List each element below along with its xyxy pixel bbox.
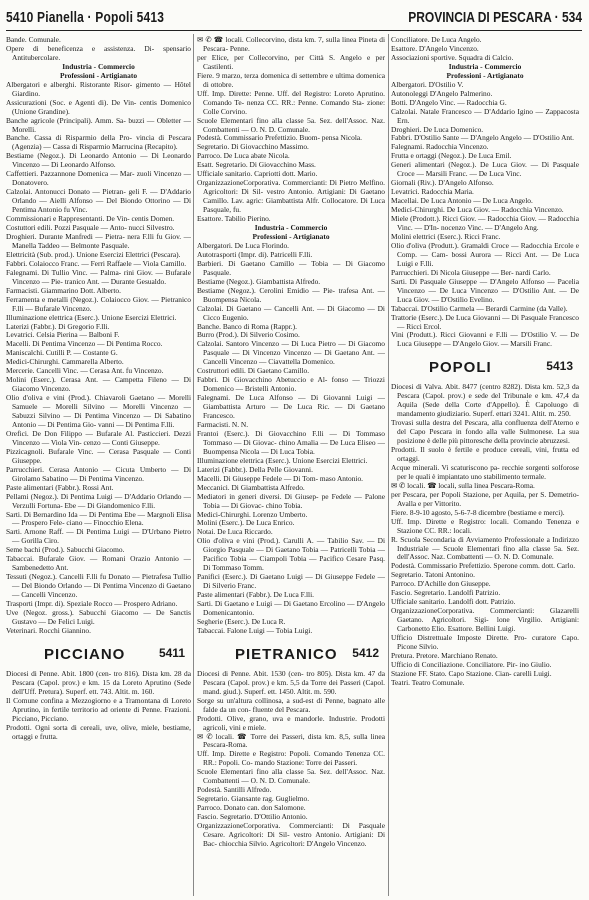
directory-entry: ✉ ✆ locali. ☎ Torre dei Passeri, dista km. 8,5, sulla linea Pescara-Roma.: [197, 731, 385, 750]
directory-entry: Opere di beneficenza e assistenza. Di- spensario Antitubercolare.: [6, 43, 191, 62]
directory-entry: Teatri. Teatro Comunale.: [391, 677, 465, 687]
directory-entry: Sarti. Arnone Raff. — Di Pentima Luigi — D'Urbano Pietro — Gorilla Ciro.: [6, 527, 191, 546]
directory-entry: Macelli. Di Giuseppe Fedele — Di Tom- maso Antonio.: [197, 473, 364, 483]
directory-entry: Bande. Comunale.: [6, 36, 61, 44]
directory-entry: Laterizi (Fabbr.). Della Pelle Giovanni.: [197, 464, 313, 474]
town-name: POPOLI: [429, 359, 492, 377]
directory-entry: Macellai. De Luca Antonio — De Luca Angelo.: [391, 196, 533, 206]
directory-entry: Frantoi (Eserc.). Di Giovacchino F.lli — Di Tommaso Tommaso — Di Giovac- chino Amalia — De Luca Eliseo — Buompensa Nicola — Di Luca Tobia.: [197, 428, 385, 456]
directory-entry: Tessuti (Negoz.). Cancelli F.lli fu Donato — Pietrafesa Tullio — Del Biondo Orlando — Di Pentima Vincenzo di Gaetano — Cancelli Vincenzo.: [6, 572, 191, 600]
header-right: PROVINCIA DI PESCARA · 534: [408, 8, 582, 26]
town-number: 5411: [158, 645, 185, 660]
directory-entry: Scuole Elementari fino alla classe 5a. Sez. dell'Assoc. Naz. Combattenti — O. N. D. Comunale.: [197, 767, 385, 786]
directory-entry: Tabaccai. D'Ostilio Carmela — Berardi Carmine (da Valle).: [391, 303, 568, 313]
directory-entry: Levatrici. Celsia Pierina — Balboni F.: [6, 330, 120, 340]
directory-entry: Costuttori edili. Pozzi Pasquale — Anto- nucci Silvestro.: [6, 223, 175, 233]
directory-entry: Diocesi di Penne. Abit. 1530 (cen- tro 805). Dista km. 47 da Pescara (Capol. prov.) e km. 5,5 da Torre dei Passeri (Capol. mand. giud.). Superf. ett. 1450. Altit. m. 590.: [197, 668, 385, 696]
section-heading: Industria - Commercio: [448, 61, 522, 71]
section-heading: Industria - Commercio: [62, 61, 135, 71]
directory-entry: Ufficio di Conciliazione. Conciliatore. Pir- ino Giulio.: [391, 659, 552, 669]
directory-entry: Trasporti (Impr. di). Speziale Rocco — Prospero Adriano.: [6, 599, 178, 609]
directory-entry: Segherie (Eserc.). De Luca R.: [197, 616, 286, 626]
directory-entry: Mercerie. Cancelli Vinc. — Cerasa Ant. fu Vincenzo.: [6, 366, 164, 376]
directory-entry: Calzolai. Natale Francesco — D'Addario Igino — Zappacosta Ern.: [391, 106, 579, 125]
directory-entry: Meccanici. Di Giambattista Alfredo.: [197, 482, 305, 492]
directory-entry: Sarti. Di Pasquale Giuseppe — D'Angelo Alfonso — Pacelia Vincenzo — De Luca Vincenzo — D'Ostilio Ant. — De Luca Giov. — D'Ostilio Evelino.: [391, 276, 579, 304]
directory-entry: Medici-Chirurghi. Lorenzo Umberto.: [197, 509, 308, 519]
directory-entry: Assicurazioni (Soc. e Agenti di). De Vin- centis Domenico (Unione Grandine).: [6, 97, 191, 116]
directory-entry: Autonoleggi D'Angelo Palmerino.: [391, 88, 493, 98]
directory-entry: Pellami (Negoz.). Di Pentima Luigi — D'Addario Orlando — Verzulli Fortuna- Ebe — Di Giandomenico F.lli.: [6, 491, 191, 510]
directory-entry: Bestiame (Negoz.). Giambattista Alfredo.: [197, 276, 321, 286]
directory-entry: Stazione FF. Stato. Capo Stazione. Cian- carelli Luigi.: [391, 668, 552, 678]
directory-entry: Olio d'oliva e vini (Prod.). Chiavaroli Gaetano — Morelli Samuele — Morelli Silvino — Morelli Vincenzo — Sabuzzi Silvino — Di Pentima Vincenzo — Di Sabatino Antonio — Di Pentima Gio- vanni — Di Pentima F.lli.: [6, 393, 191, 429]
directory-entry: Laterizi (Fabbr.). Di Gregorio F.lli.: [6, 321, 110, 331]
town-heading: [6, 640, 191, 670]
directory-entry: Parroco. De Luca abate Nicola.: [197, 151, 290, 161]
directory-entry: Fabbri. Di Giovacchino Abetuccio e Al- fonso — Triozzi Domenico — Bristelli Antonio.: [197, 375, 385, 394]
directory-entry: Tabaccai. Falone Luigi — Tobia Luigi.: [197, 625, 313, 635]
directory-entry: Droghieri. Durante Manfredi — Pietra- nera F.lli fu Giov. — Manella Taddeo — Belmonte Pasquale.: [6, 231, 191, 250]
directory-entry: Vini (Produtt.). Ricci Giovanni e F.lli — D'Ostilio V. — De Luca Giuseppe — D'Angelo Giov. — Marsili Franc.: [391, 330, 579, 349]
directory-entry: Parrucchieri. Di Nicola Giuseppe — Ber- nardi Carlo.: [391, 267, 551, 277]
directory-entry: Panifici (Eserc.). Di Gaetano Luigi — Di Giuseppe Fedele — Di Silverio Franc.: [197, 572, 385, 591]
directory-entry: per Pescara, per Popoli Stazione, per Aquila, per S. Demetrio-Avalla e per Vittorito.: [391, 489, 579, 508]
directory-entry: per Elice, per Collecorvino, per Città S. Angelo e per Castilenti.: [197, 52, 385, 71]
directory-entry: Falegnami. Radocchia Vincenzo.: [391, 142, 489, 152]
directory-entry: Seme bachi (Prod.). Sabucchi Giacomo.: [6, 545, 125, 555]
directory-entry: Ufficiale sanitario. Landolfi dott. Patrizio.: [391, 597, 516, 607]
directory-entry: Ufficiale sanitario. Capriotti dott. Mario.: [197, 169, 318, 179]
directory-entry: Medici-Chirurghi. Cammarella Alberto.: [6, 357, 124, 367]
directory-entry: Esattore. D'Angelo Vincenzo.: [391, 43, 479, 53]
directory-entry: Barbieri. Di Gaetano Camillo — Tobia — Di Giacomo Pasquale.: [197, 258, 385, 277]
directory-entry: Diocesi di Valva. Abit. 8477 (centro 8282). Dista km. 52,3 da Pescara (Capol. prov.) e sede del Tribunale e km. 47,4 da Aquila (Sede della Corte d'Appello). È Capoluogo di mandamento giudiziario. Superf. ettari 3241. Altit. m. 250.: [391, 382, 579, 419]
directory-entry: Caffettieri. Pazzannone Domenica — Mar- zuoli Vincenzo — Donatovero.: [6, 169, 191, 188]
section-heading: Professioni - Artigianato: [446, 70, 524, 80]
directory-entry: Podestà. Commissario Prefettizio. Sperone comm. dott. Carlo.: [391, 561, 576, 571]
directory-entry: Ferramenta e metalli (Negoz.). Colaiocco Giov. — Pietranico F.lli — Bufarale Vincenzo.: [6, 294, 191, 313]
directory-entry: Associazioni sportive. Squadra di Calcio.: [391, 52, 514, 62]
directory-entry: Falegnami. Di Tullio Vinc. — Palma- rini Giov. — Bufarale Vincenzo — Pie- tranico Ant. — Durante Gesualdo.: [6, 267, 191, 286]
directory-entry: Albergatori e alberghi. Ristorante Risor- gimento — Hôtel Giardino.: [6, 79, 191, 98]
directory-entry: Trovasi sulla destra del Pescara, alla confluenza dell'Aterno e del Capo Pescara in fondo alla valle Sulmonese. La sua posizione è delle più pittoresche della provincie abruzzesi.: [391, 418, 579, 446]
directory-entry: Costruttori edili. Di Gaetano Camillo.: [197, 366, 310, 376]
directory-entry: Fabbri. D'Ostilio Sante — D'Angelo Angelo — D'Ostilio Ant.: [391, 133, 575, 143]
page-header: [6, 8, 582, 30]
directory-entry: Uve (Negoz. gross.). Sabucchi Giacomo — De Sanctis Gustavo — De Felici Luigi.: [6, 608, 191, 626]
header-left: 5410 Pianella · Popoli 5413: [6, 8, 165, 26]
directory-entry: Sarti. Di Gaetano e Luigi — Di Gaetano Ercolino — D'Angelo Domenicantonio.: [197, 599, 385, 617]
directory-entry: Sorge su un'altura collinosa, a sud-est di Penne, bagnato alle falde da un con- fluente del Pescara.: [197, 695, 385, 714]
directory-entry: Farmacisti. N. N.: [197, 419, 249, 429]
directory-entry: ✉ ✆ locali. ☎ locali, sulla linea Pescara-Roma.: [391, 480, 535, 490]
town-heading: [197, 640, 385, 670]
column-divider: [193, 34, 194, 896]
directory-entry: Conciliatore. De Luca Angelo.: [391, 36, 482, 44]
directory-entry: Olio d'oliva (Produtt.). Gramaldi Croce — Radocchia Ercole e Comp. — Cam- bossi Aurora — Ricci Ant. — De Luca Luigi e F.lli.: [391, 240, 579, 268]
town-name: PIETRANICO: [235, 645, 338, 663]
directory-entry: Segretario. Giansante rag. Guglielmo.: [197, 794, 310, 804]
directory-entry: Generi alimentari (Negoz.). De Luca Giov. — Di Pasquale Croce — Marsili Franc. — De Luca Vinc.: [391, 160, 579, 179]
directory-entry: Paste alimentari (Fabbr.). Rossi Ant.: [6, 482, 114, 492]
directory-entry: Olio d'oliva e vini (Prod.). Carulli A. — Tabilio Sav. — Di Giorgio Pasquale — Di Gaetano Tobia — Patricelli Tobia — Pacifico Tobia — Ciampoli Tobia — Pacifico Cesare Pasq. Di Tommaso Tomm.: [197, 536, 385, 573]
directory-entry: Pizzicagnoli. Bufarale Vinc. — Cerasa Pasquale — Conti Giuseppe.: [6, 446, 191, 465]
town-name: PICCIANO: [44, 645, 126, 663]
directory-entry: Falegnami. De Luca Alfonso — Di Giovanni Luigi — Giambattista Arturo — De Luca Ric. — Di Gaetano Francesco.: [197, 393, 385, 421]
directory-entry: Prodotti. Il suolo è fertile e produce cereali, vini, frutta ed ortaggi.: [391, 445, 579, 463]
directory-entry: Paste alimentari (Fabbr.). De Luca F.lli.: [197, 590, 315, 600]
directory-entry: Prodotti. Olive, grano, uva e mandorle. Industrie. Prodotti agricoli, vini e miele.: [197, 713, 385, 732]
directory-entry: OrganizzazioneCorporativa. Commercianti: Di Pietro Melfino. Agricoltori: Di Sil- vestro Antonio. Artigiani: Di Gaetano Camillo. Lav. agric: Giambattista Alfr. Collocatore. Di Luca Pasquale, fu.: [197, 178, 385, 215]
directory-entry: Molini (Eserc.). De Luca Enrico.: [197, 518, 295, 528]
directory-entry: Pretura. Pretore. Marchiano Renato.: [391, 650, 498, 660]
directory-entry: Levatrici. Radocchia Maria.: [391, 187, 474, 197]
directory-entry: Albergatori. D'Ostilio V.: [391, 79, 464, 89]
directory-entry: OrganizzazioneCorporativa. Commercianti: Glazarelli Gaetano. Agricoltori. Sigi- lone Virgilio. Artigiani: Carbonetto Elio. Esattore. Bellini Luigi.: [391, 606, 579, 634]
directory-entry: Uff. Imp. Dirette: Penne. Uff. del Registro: Loreto Aprutino. Comando Te- nenza CC. RR.: Penne. Comando Sta- zione: Colle Corvino.: [197, 88, 385, 116]
directory-entry: Molini (Eserc.). Cerasa Ant. — Campetta Fileno — Di Giacomo Vincenzo.: [6, 375, 191, 394]
column-3: [391, 36, 579, 896]
directory-entry: Botti. D'Angelo Vinc. — Radocchia G.: [391, 97, 507, 107]
directory-entry: Mediatori in generi diversi. Di Giusep- pe Fedele — Palone Tobia — Di Giovac- chino Tobia.: [197, 491, 385, 510]
directory-entry: Autotrasporti (Impr. di). Patricelli F.lli.: [197, 249, 313, 259]
header-rule: [6, 30, 582, 31]
directory-entry: Diocesi di Penne. Abit. 1800 (cen- tro 816). Dista km. 28 da Pescara (Capol. prov.) e km. 15 da Loreto Aprutino (Sede dell'Uff. Pretura). Superf. ett. 743. Altit. m. 160.: [6, 668, 191, 696]
directory-entry: Fascio. Segretario. D'Ottilio Antonio.: [197, 812, 308, 822]
directory-entry: Medici-Chirurghi. De Luca Giov. — Radocchia Vincenzo.: [391, 205, 564, 215]
directory-entry: Orefici. De Don Filippo — Bufarale Al. Pasticcieri. Dezzi Vincenzo — Viola Vin- cenzo — Conti Giuseppe.: [6, 428, 191, 447]
directory-entry: Bestiame (Negoz.). Di Leonardo Antonio — Di Leonardo Vincenzo — Di Leonardo Alfonso.: [6, 151, 191, 170]
directory-entry: Parroco. Donato can. don Salomone.: [197, 803, 306, 813]
directory-entry: Droghieri. De Luca Domenico.: [391, 124, 484, 134]
directory-entry: Molini elettrici (Eserc.). Ricci Franc.: [391, 231, 501, 241]
section-heading: Industria - Commercio: [254, 223, 328, 233]
directory-entry: Sarti. Di Bernardino Ida — Di Pentima Ebe — Margnoli Elisa — Prospero Fele- ciano — Finocchio Elena.: [6, 509, 191, 528]
directory-entry: Segretario. Tatoni Antonino.: [391, 570, 475, 580]
directory-entry: Fabbri. Colaiocco Franc. — Ferri Raffaele — Viola Camillo.: [6, 258, 187, 268]
directory-entry: Fiere. 8-9-10 agosto, 5-6-7-8 dicembre (bestiame e merci).: [391, 507, 565, 517]
directory-entry: Podestà. Santilli Alfredo.: [197, 785, 272, 795]
town-heading: [391, 353, 579, 383]
directory-entry: Trattorie (Eserc.). De Luca Giovanni — Di Pasquale Francesco — Ricci Ercol.: [391, 312, 579, 331]
directory-entry: Uff. Imp. Dirette e Registro: Popoli. Comando Tenenza CC. RR.: Popoli. Co- mando Stazione: Torre dei Passeri.: [197, 749, 385, 768]
directory-entry: Prodotti. Ogni sorta di cereali, uve, olive, miele, bestiame, ortaggi e frutta.: [6, 722, 191, 741]
section-heading: Professioni - Artigianato: [252, 231, 330, 241]
directory-entry: Fascio. Segretario. Landolfi Patrizio.: [391, 588, 501, 598]
directory-entry: Notai. De Luca Riccardo.: [197, 527, 273, 537]
town-number: 5412: [352, 645, 379, 660]
directory-entry: Parrucchieri. Cerasa Antonio — Cicuta Umberto — Di Girolamo Sabatino — Di Pentima Vincenzo.: [6, 464, 191, 483]
directory-entry: Farmacisti. Giammarino Dott. Alberto.: [6, 285, 121, 295]
directory-entry: Esattore. Tabilio Pierino.: [197, 214, 271, 224]
directory-entry: Segretario. Di Giovacchino Massimo.: [197, 142, 309, 152]
directory-entry: Bestiame (Negoz.). Cerolini Emidio — Pie- trafesa Ant. — Buompensa Nicola.: [197, 285, 385, 304]
directory-entry: OrganizzazioneCorporativa. Commercianti: Di Pasquale Cesare. Agricoltori: Di Sil- vestro Antonio. Artigiani: Di Bac- chiocchia Silvio. Agricoltori: D'Angelo Vincenzo.: [197, 821, 385, 848]
directory-entry: Commissionari e Rappresentanti. De Vin- centis Domen.: [6, 214, 175, 224]
column-2: [197, 36, 385, 896]
directory-entry: Illuminazione elettrica (Eserc.). Unione Esercizi Elettrici.: [197, 455, 368, 465]
directory-entry: Scuole Elementari fino alla classe 5a. Sez. dell'Assoc. Naz. Combattenti — O. N. D. Comunale.: [197, 115, 385, 134]
directory-entry: ✉ ✆ ☎ locali. Collecorvino, dista km. 7, sulla linea Pineta di Pescara- Penne.: [197, 36, 385, 53]
directory-entry: Veterinari. Rocchi Giannino.: [6, 625, 91, 635]
directory-entry: Macelli. Di Pentima Vincenzo — Di Pentima Rocco.: [6, 339, 163, 349]
directory-entry: Burro (Prod.). Di Silverio Cosimo.: [197, 330, 300, 340]
directory-entry: Podestà. Commissario Prefettizio. Buom- pensa Nicola.: [197, 133, 363, 143]
directory-entry: Calzolai. Di Gaetano — Cancelli Ant. — Di Giacomo — Di Cicco Eugenio.: [197, 303, 385, 322]
directory-entry: Parroco. D'Achille don Giuseppe.: [391, 579, 491, 589]
directory-entry: Calzolai. Antonucci Donato — Pietran- geli F. — D'Addario Orlando — Aielli Alfonso — Del Biondo Ottorino — Di Pentima Antonio fu Vinc.: [6, 187, 191, 215]
directory-entry: R. Scuola Secondaria di Avviamento Professionale a Indirizzo Industriale — Scuole Elementari fino alla classe 5a. Sez. dell'Assoc. Naz. Combattenti — O. N. D. Comunale.: [391, 534, 579, 562]
directory-entry: Elettricità (Sub. prod.). Unione Esercizi Elettrici (Pescara).: [6, 249, 181, 259]
column-divider: [388, 34, 389, 896]
directory-entry: Albergatori. De Luca Florindo.: [197, 240, 290, 250]
directory-entry: Calzolai. Santoro Vincenzo — Di Luca Pietro — Di Giacomo Pasquale — Di Vincenzo Vincenzo — Di Gaetano Ant. — Cancelli Vincenzo — Ciavattella Domenico.: [197, 339, 385, 367]
directory-entry: Frutta e ortaggi (Negoz.). De Luca Emil.: [391, 151, 512, 161]
directory-entry: Ufficio Distrettuale Imposte Dirette. Pro- curatore Capo. Picone Silvio.: [391, 633, 579, 651]
directory-entry: Giornali (Riv.). D'Angelo Alfonso.: [391, 178, 494, 188]
directory-entry: Tabaccai. Bufarale Giov. — Romani Orazio Antonio — Sambenedetto Ant.: [6, 554, 191, 573]
directory-entry: Il Comune confina a Mezzogiorno e a Tramontana di Loreto Aprutino, in fertile territorio ad oriente di Penne. Frazioni. Picciano, Picciano.: [6, 695, 191, 723]
directory-entry: Uff. Imp. Dirette e Registro: locali. Comando Tenenza e Stazione CC. RR.: locali.: [391, 516, 579, 535]
directory-entry: Miele (Prodott.). Ricci Giov. — Radocchia Giov. — Radocchia Vinc. — D'In- nocenzo Vinc. — D'Angelo Ang.: [391, 214, 579, 233]
section-heading: Professioni - Artigianato: [59, 70, 138, 80]
directory-entry: Esatt. Segretario. Di Giovacchino Mass.: [197, 160, 316, 170]
directory-entry: Illuminazione elettrica (Eserc.). Unione Esercizi Elettrici.: [6, 312, 177, 322]
directory-entry: Banche agricole (Principali). Amm. Sa- buzzi — Obletter — Morelli.: [6, 115, 191, 134]
directory-entry: Fiere. 9 marzo, terza domenica di settembre e ultima domenica di ottobre.: [197, 70, 385, 89]
directory-entry: Banche. Cassa di Risparmio della Pro- vincia di Pescara (Agenzia) — Cassa di Risparmio Marrucina (Recapito).: [6, 133, 191, 152]
directory-entry: Banche. Banco di Roma (Rappr.).: [197, 321, 297, 331]
directory-entry: Acque minerali. Vi scaturiscono pa- recchie sorgenti solforose per le quali è impiantato uno stabilimento termale.: [391, 462, 579, 481]
column-1: [6, 36, 191, 896]
town-number: 5413: [546, 359, 573, 374]
directory-entry: Maniscalchi. Cutilli P. — Costante G.: [6, 348, 118, 358]
